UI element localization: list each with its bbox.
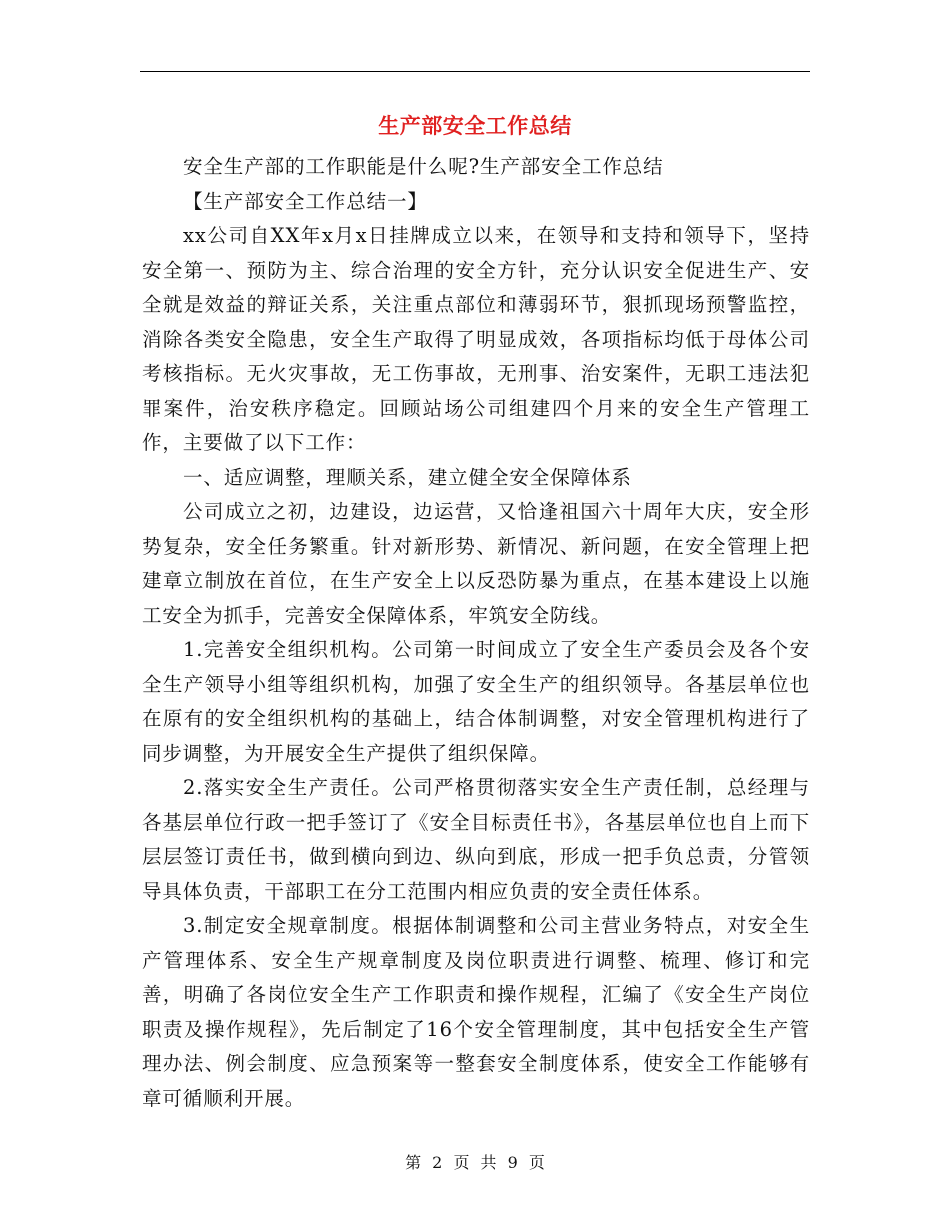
paragraph-heading-one: 一、适应调整，理顺关系，建立健全安全保障体系	[183, 465, 632, 489]
paragraph-item-2: 2.落实安全生产责任。公司严格贯彻落实安全生产责任制，总经理与各基层单位行政一把手签订了《安全目标责任书》，各基层单位也自上而下层层签订责任书，做到横向到边、纵向到底，形成一把手负总责，分管领导具体负责，干部职工在分工范围内相应负责的安全责任体系。	[142, 776, 810, 903]
paragraph-item-1: 1.完善安全组织机构。公司第一时间成立了安全生产委员会及各个安全生产领导小组等组织机构，加强了安全生产的组织领导。各基层单位也在原有的安全组织机构的基础上，结合体制调整，对安全管理机构进行了同步调整，为开展安全生产提供了组织保障。	[142, 638, 810, 765]
page-number: 第 2 页 共 9 页	[405, 1153, 545, 1172]
paragraph-section-heading: 【生产部安全工作总结一】	[183, 189, 428, 213]
paragraph-item-3: 3.制定安全规章制度。根据体制调整和公司主营业务特点，对安全生产管理体系、安全生产规章制度及岗位职责进行调整、梳理、修订和完善，明确了各岗位安全生产工作职责和操作规程，汇编了《安全生产岗位职责及操作规程》，先后制定了16个安全管理制度，其中包括安全生产管理办法、例会制度、应急预案等一整套安全制度体系，使安全工作能够有章可循顺利开展。	[142, 914, 810, 1110]
paragraph-overview: xx公司自XX年x月x日挂牌成立以来，在领导和支持和领导下，坚持安全第一、预防为主、综合治理的安全方针，充分认识安全促进生产、安全就是效益的辩证关系，关注重点部位和薄弱环节，狠抓现场预警监控，消除各类安全隐患，安全生产取得了明显成效，各项指标均低于母体公司考核指标。无火灾事故，无工伤事故，无刑事、治安案件，无职工违法犯罪案件，治安秩序稳定。回顾站场公司组建四个月来的安全生产管理工作，主要做了以下工作：	[142, 224, 810, 454]
document-title: 生产部安全工作总结	[378, 113, 572, 138]
paragraph-intro: 安全生产部的工作职能是什么呢?生产部安全工作总结	[183, 155, 664, 178]
document-body	[142, 150, 810, 1116]
header-rule	[140, 71, 810, 72]
paragraph-establishment: 公司成立之初，边建设，边运营，又恰逢祖国六十周年大庆，安全形势复杂，安全任务繁重。针对新形势、新情况、新问题，在安全管理上把建章立制放在首位，在生产安全上以反恐防暴为重点，在基本建设上以施工安全为抓手，完善安全保障体系，牢筑安全防线。	[142, 500, 810, 627]
